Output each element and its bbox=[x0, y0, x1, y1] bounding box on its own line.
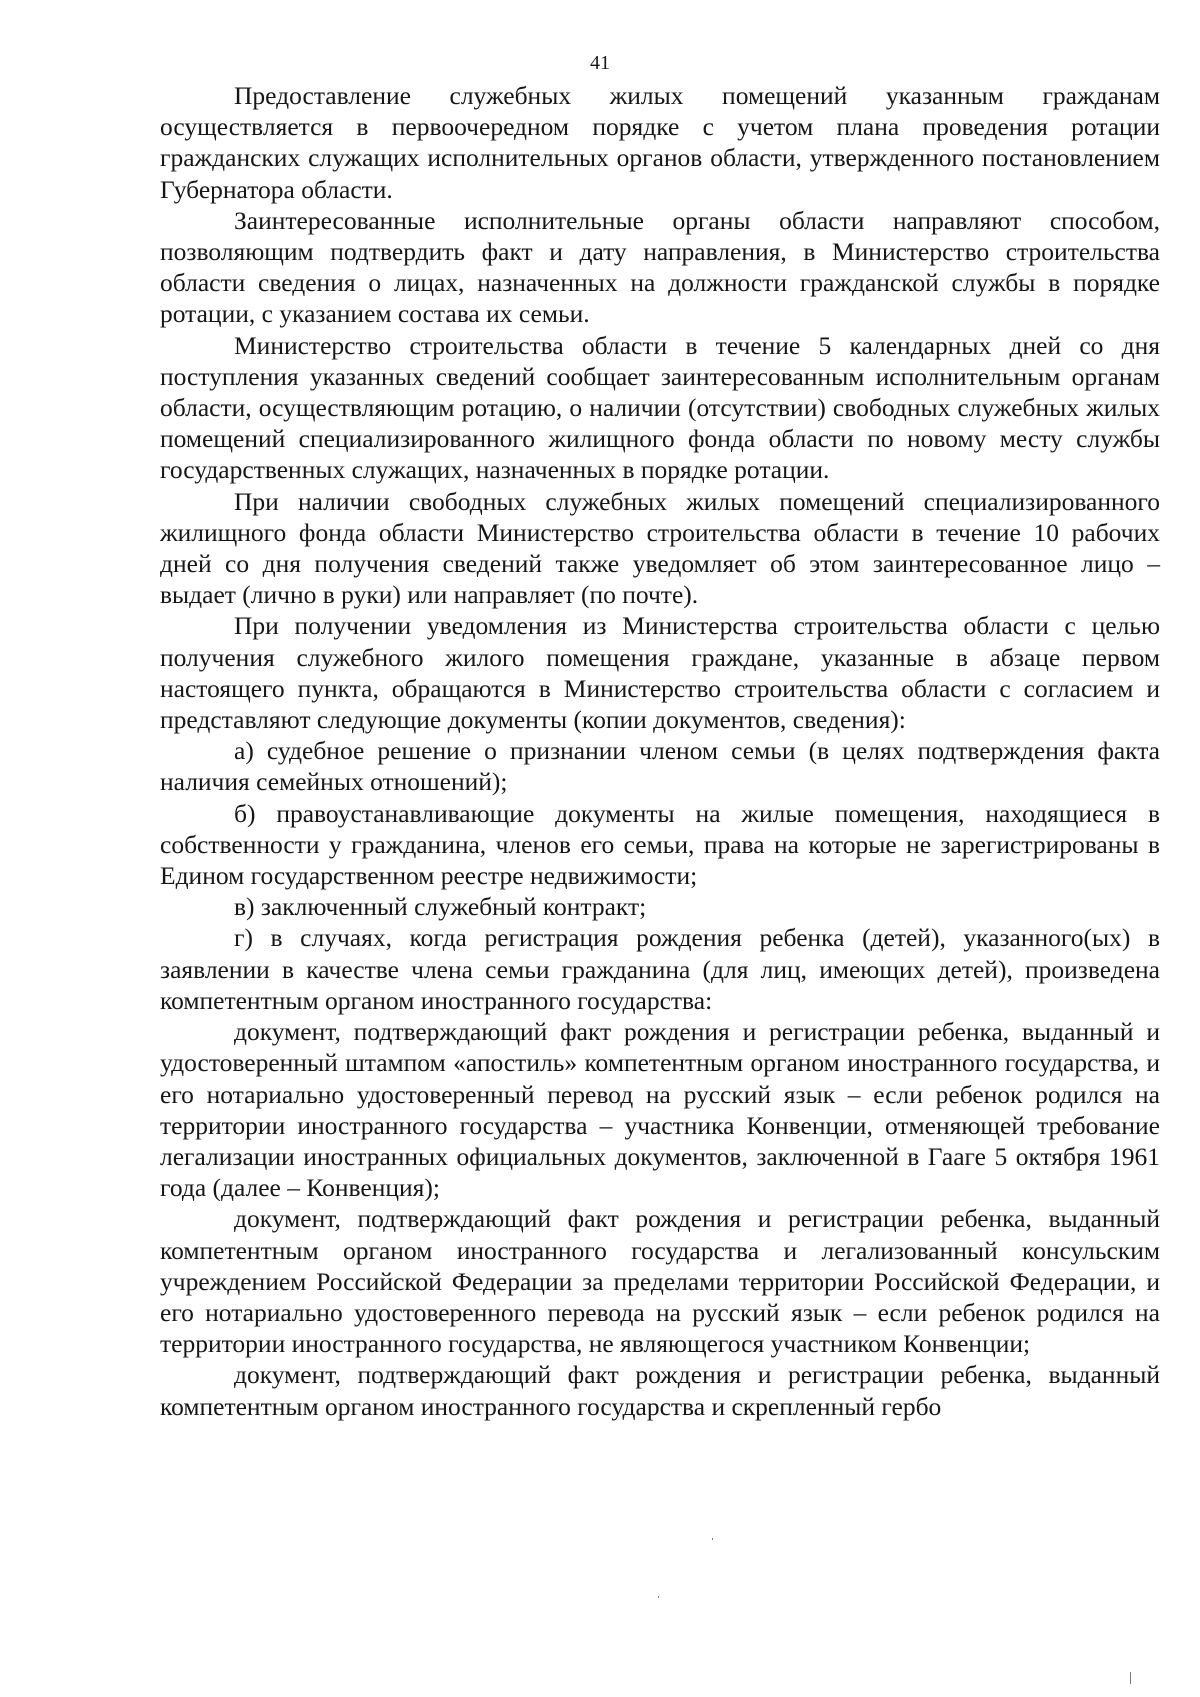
paragraph-rotation-priority: Предоставление служебных жилых помещений указанным гражданам осуществляется в первоочередном порядке с учетом плана проведения ротации гражданских служащих исполнительных органов области, утвержденного постановлением Губернатора области. bbox=[160, 81, 1160, 204]
paragraph-legalized-document: документ, подтверждающий факт рождения и регистрации ребенка, выданный компетентным органом иностранного государства и легализованный консульским учреждением Российской Федерации за пределами территории Российской Федерации, и его нотариально удостоверенного перевода на русский язык – если ребенок родился на территории иностранного государства, не являющегося участником Конвенции; bbox=[160, 1204, 1160, 1359]
list-item-g: г) в случаях, когда регистрация рождения ребенка (детей), указанного(ых) в заявлении в качестве члена семьи гражданина (для лиц, имеющих детей), произведена компетентным органом иностранного государства: bbox=[160, 923, 1160, 1015]
paragraph-documents-required: При получении уведомления из Министерства строительства области с целью получения служебного жилого помещения граждане, указанные в абзаце первом настоящего пункта, обращаются в Министерство строительства области с согласием и представляют следующие документы (копии документов, сведения): bbox=[160, 611, 1160, 735]
scan-speck bbox=[1130, 1672, 1131, 1684]
list-item-b: б) правоустанавливающие документы на жилые помещения, находящиеся в собственности у гражданина, членов его семьи, права на которые не зарегистрированы в Едином государственном реестре недвижимости; bbox=[160, 798, 1160, 891]
list-item-v: в) заключенный служебный контракт; bbox=[234, 892, 647, 922]
paragraph-ministry-informs: Министерство строительства области в течение 5 календарных дней со дня поступления указанных сведений сообщает заинтересованным исполнительным органам области, осуществляющим ротацию, о наличии (отсутствии) свободных служебных жилых помещений специализированного жилищного фонда области по новому месту службы государственных служащих, назначенных в порядке ротации. bbox=[160, 330, 1160, 485]
scan-speck bbox=[712, 1538, 713, 1540]
paragraph-vacancy-notification: При наличии свободных служебных жилых помещений специализированного жилищного фонда области Министерство строительства области в течение 10 рабочих дней со дня получения сведений также уведомляет об этом заинтересованное лицо – выдает (лично в руки) или направляет (по почте). bbox=[160, 486, 1160, 610]
paragraph-seal-document: документ, подтверждающий факт рождения и регистрации ребенка, выданный компетентным органом иностранного государства и скрепленный гербо bbox=[160, 1360, 1160, 1421]
list-item-a: а) судебное решение о признании членом семьи (в целях подтверждения факта наличия семейных отношений); bbox=[160, 736, 1160, 797]
paragraph-apostille-document: документ, подтверждающий факт рождения и регистрации ребенка, выданный и удостоверенный штампом «апостиль» компетентным органом иностранного государства, и его нотариально удостоверенный перевод на русский язык – если ребенок родился на территории иностранного государства – участника Конвенции, отменяющей требование легализации иностранных официальных документов, заключенной в Гааге 5 октября 1961 года (далее – Конвенция); bbox=[160, 1017, 1160, 1203]
scan-speck bbox=[658, 1596, 659, 1598]
document-body bbox=[160, 80, 1160, 1422]
paragraph-executive-bodies-notify: Заинтересованные исполнительные органы области направляют способом, позволяющим подтвердить факт и дату направления, в Министерство строительства области сведения о лицах, назначенных на должности гражданской службы в порядке ротации, с указанием состава их семьи. bbox=[160, 205, 1160, 329]
page-number: 41 bbox=[590, 52, 610, 74]
